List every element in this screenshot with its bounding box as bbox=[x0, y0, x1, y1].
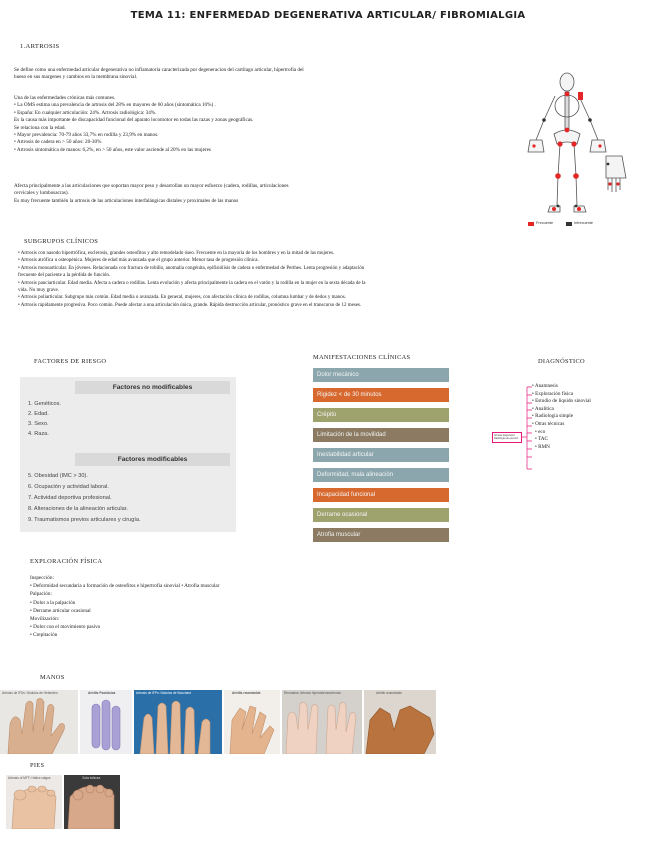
factor-item: 3. Sexo. bbox=[28, 421, 49, 427]
legend-frequent-swatch bbox=[528, 222, 534, 226]
foot-illustration bbox=[64, 775, 120, 829]
legend-frequent-label: Frecuente bbox=[536, 221, 554, 225]
diagnosis-item: • RMN bbox=[535, 443, 550, 450]
foot-photo-gout bbox=[64, 775, 120, 829]
affects-line: cervicales y lumbosacras). bbox=[14, 190, 69, 197]
exploracion-line: Palpación: bbox=[30, 591, 52, 598]
factor-item: 8. Alteraciones de la alineación articular. bbox=[28, 506, 128, 512]
intro-line: Se define como una enfermedad articular degenerativa no inflamatoria caracterizada por degeneracion del cartilago articular, hipertrofia del bbox=[14, 67, 304, 73]
diagnostico-heading: DIAGNÓSTICO bbox=[538, 358, 585, 365]
manos-heading: MANOS bbox=[40, 674, 65, 681]
exploracion-line: • Dolor a la palpación bbox=[30, 599, 76, 606]
exploracion-line: Inspección: bbox=[30, 575, 54, 581]
subgrupos-list bbox=[18, 250, 365, 309]
subgrupo-line: • Artrosis pauciarticular. Edad media. Afecta a cadera o rodillas. Lenta evolución y afecta principalmente la cadera en el varón y la rodilla en la mujer en la sexta década de la bbox=[18, 280, 366, 286]
foot-illustration bbox=[6, 775, 62, 829]
exploracion-line: • Dolor con el movimiento pasivo bbox=[30, 624, 101, 631]
artrosis-heading: 1.ARTROSIS bbox=[20, 43, 60, 50]
hand-photo-psoriatic bbox=[80, 690, 132, 754]
subgrupo-line: • Artrosis con nasodo hipertrófica, esclerosis, grandes osteofitos y alto remodelado óseo. Frecuente en la mayoría de los hombres y en la mitad de las mujeres. bbox=[18, 251, 335, 256]
skeleton-figure bbox=[522, 68, 632, 232]
exploracion-list bbox=[30, 574, 219, 640]
manifestation-item: Derrame ocasional bbox=[313, 508, 449, 522]
hand-illustration bbox=[282, 690, 362, 754]
stat-line: Es la causa más importante de discapacidad funcional del aparato locomotor en todas las razas y zonas geográficas. bbox=[14, 117, 254, 124]
subgrupo-line: • Artrosis poliarticular. Subgrupo más común. Edad media o avanzada. En general, mujeres, con afectación clínica de rodillas, columna lumbar y de dedos y manos. bbox=[18, 295, 346, 301]
modifiable-header: Factores modificables bbox=[75, 453, 230, 466]
hand-photo-ra-1 bbox=[224, 690, 280, 754]
stat-line: Se relaciona con la edad. bbox=[14, 124, 66, 131]
risk-factors-table bbox=[20, 377, 236, 532]
photo-caption: Artritis reumatoide bbox=[376, 691, 402, 695]
manifestation-item: Rigidez < de 30 minutos bbox=[313, 388, 449, 402]
manifestation-item: Incapacidad funcional bbox=[313, 488, 449, 502]
pies-heading: PIES bbox=[30, 762, 45, 769]
diagnosis-item: • Anamnesis bbox=[532, 383, 558, 389]
manifestation-item: Dolor mecánico bbox=[313, 368, 449, 382]
subgrupo-line: • Artrosis atrófica u osteopénica. Mujeres de edad más avanzada que el grupo anterior. Menor tasa de progresión clínica. bbox=[18, 258, 259, 264]
exploracion-line: • Crepitación bbox=[30, 632, 58, 639]
manifestation-item: Limitación de la movilidad bbox=[313, 428, 449, 442]
diagnosis-item: • TAC bbox=[535, 436, 548, 443]
artrosis-intro bbox=[14, 67, 304, 82]
diagnosis-item: • Exploración física bbox=[532, 390, 573, 397]
manifestation-item: Atrofia muscular bbox=[313, 528, 449, 542]
factor-item: 6. Ocupación y actividad laboral. bbox=[28, 484, 109, 490]
non-modifiable-header: Factores no modificables bbox=[75, 381, 230, 394]
hand-illustration bbox=[364, 690, 436, 754]
diagnosis-item: • Radiología simple bbox=[532, 413, 574, 420]
factores-heading: FACTORES DE RIESGO bbox=[34, 358, 107, 365]
affects-line: Afecta principalmente a las articulaciones que soportan mayor peso y desarrollan un mayor esfuerzo (cadera, rodillas, articulaciones bbox=[14, 183, 289, 189]
factor-item: 1. Genéticos. bbox=[28, 401, 61, 407]
subgrupo-line: frecuente del paciente a la pérdida de función. bbox=[18, 273, 111, 279]
factor-item: 2. Edad. bbox=[28, 411, 49, 417]
diagnosis-box: Artrosis diagnóstico Radiología de elección bbox=[492, 432, 522, 443]
factor-item: 5. Obesidad (IMC > 30). bbox=[28, 473, 88, 479]
hand-illustration bbox=[80, 690, 132, 754]
hand-photo-bouchard bbox=[134, 690, 222, 754]
stat-line: Una de las enfermedades crónicas más comunes. bbox=[14, 95, 116, 101]
stat-line: • España: En cualquier articulación: 24%. Artrosis radiológica: 34%. bbox=[14, 109, 157, 116]
manifestation-item: Crépito bbox=[313, 408, 449, 422]
photo-caption: Artrosis of MTF: Hallux valgus bbox=[8, 776, 51, 780]
photo-caption: Gota tofácea bbox=[82, 776, 101, 780]
page-title: TEMA 11: ENFERMEDAD DEGENERATIVA ARTICULAR/ FIBROMIALGIA bbox=[130, 10, 526, 21]
photo-caption: Reumatos: Artrosis hiperosteoesclerosis bbox=[284, 691, 341, 695]
hand-photo-ra-2 bbox=[364, 690, 436, 754]
foot-photo-hallux-valgus bbox=[6, 775, 62, 829]
legend-infrequent-swatch bbox=[566, 222, 572, 226]
exploracion-line: • Deformidad secundaria a formación de osteofitos e hipertrofia sinovial • Atrofia muscular bbox=[30, 583, 220, 590]
diagnosis-item: • Analítica bbox=[532, 405, 554, 412]
subgrupo-line: • Artrosis monoarticular. En jóvenes. Relacionada con fractura de tobillo, anomalía congénita, epifisiólisis de cadera o enfermedad de Perthes. Lenta progresión y adaptación bbox=[18, 265, 365, 271]
subgrupo-line: • Artrosis rápidamente progresiva. Poco común. Puede afectar a una articulación única, grande. Rápida destrucción articular, pronóstico grave en el transcurso de 12 meses. bbox=[18, 302, 362, 308]
diagnosis-item: • Otras técnicas bbox=[532, 420, 565, 427]
hand-illustration bbox=[134, 690, 222, 754]
artrosis-stats bbox=[14, 95, 253, 154]
diagnosis-list bbox=[532, 383, 591, 451]
affects-line: Es muy frecuente también la artrosis de las articulaciones interfalángicas distales y proximales de las manos bbox=[14, 197, 239, 204]
diagnosis-item: • eco bbox=[535, 428, 546, 435]
photo-caption: Artritis Psoriásica bbox=[88, 691, 116, 695]
stat-line: • La OMS estima una prevalencia de artrosis del 28% en mayores de 60 años (sintomática 10%) . bbox=[14, 102, 216, 109]
photo-caption: Artrosis de IFDs: Nódulos de Heberden bbox=[2, 691, 58, 695]
stat-line: • Artrosis sintomática de manos: 6,2%, en > 50 años, este valor asciende al 20% en las mujeres bbox=[14, 146, 211, 153]
factor-item: 7. Actividad deportiva profesional. bbox=[28, 495, 112, 501]
diagnosis-item: • Estudio de líquido sinovial bbox=[532, 398, 591, 405]
hand-photo-heberden bbox=[0, 690, 78, 754]
manifestation-item: Inestabilidad articular bbox=[313, 448, 449, 462]
exploracion-line: Movilización: bbox=[30, 616, 60, 623]
factor-item: 9. Traumatismos previos articulares y cirugía. bbox=[28, 517, 141, 523]
photo-caption: Artritis reumatoide bbox=[232, 691, 261, 695]
subgrupos-heading: SUBGRUPOS CLÍNICOS bbox=[24, 238, 99, 245]
artrosis-affects bbox=[14, 183, 289, 205]
exploracion-line: • Derrame articular ocasional bbox=[30, 607, 91, 614]
subgrupo-line: vida. No muy grave. bbox=[18, 288, 59, 294]
manifestaciones-heading: MANIFESTACIONES CLÍNICAS bbox=[313, 354, 411, 361]
stat-line: • Artrosis de cadera en > 50 años: 20-30% bbox=[14, 139, 102, 146]
manifestation-item: Deformidad, mala alineación bbox=[313, 468, 449, 482]
hand-illustration bbox=[0, 690, 78, 754]
exploracion-heading: EXPLORACIÓN FÍSICA bbox=[30, 558, 103, 565]
hand-illustration bbox=[224, 690, 280, 754]
stat-line: • Mayor prevalencia: 70-79 años 33,7% en rodilla y 23,9% en manos. bbox=[14, 132, 159, 139]
legend-infrequent-label: Infrecuente bbox=[574, 221, 593, 225]
factor-item: 4. Raza. bbox=[28, 431, 49, 437]
hand-photo-hyperostosis bbox=[282, 690, 362, 754]
photo-caption: Artrosis de IFPs: Nódulos de Bouchard bbox=[136, 691, 192, 695]
intro-line: hueso en sus margenes y cambios en la membrana sinovial. bbox=[14, 74, 138, 81]
skeleton-diagram bbox=[522, 68, 632, 232]
